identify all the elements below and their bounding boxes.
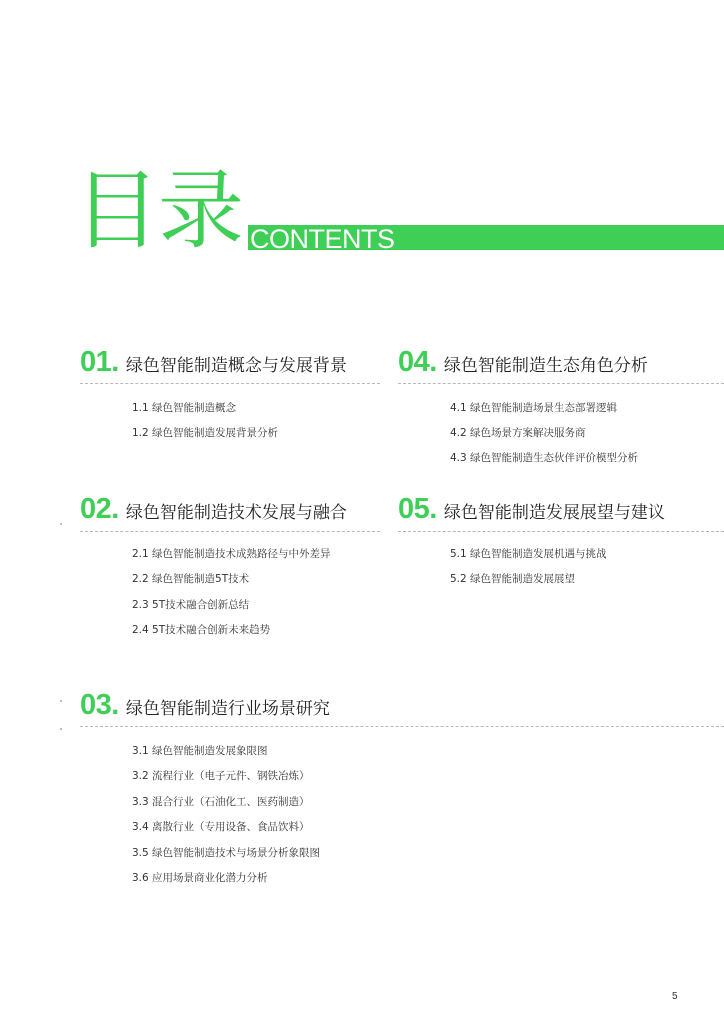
section-divider	[398, 531, 724, 532]
margin-dot	[60, 700, 62, 702]
toc-entry[interactable]: 3.1 绿色智能制造发展象限图	[132, 745, 268, 757]
section-number: 02.	[80, 493, 119, 525]
toc-entry[interactable]: 3.2 流程行业（电子元件、钢铁冶炼）	[132, 770, 310, 782]
toc-entry[interactable]: 4.2 绿色场景方案解决服务商	[450, 427, 586, 439]
section-number: 04.	[398, 346, 437, 378]
margin-dot	[60, 523, 62, 525]
toc-entry[interactable]: 3.5 绿色智能制造技术与场景分析象限图	[132, 847, 321, 859]
section-title: 绿色智能制造发展展望与建议	[443, 503, 665, 523]
toc-entry[interactable]: 1.2 绿色智能制造发展背景分析	[132, 427, 279, 439]
section-divider	[80, 383, 380, 384]
section-number: 03.	[80, 689, 119, 721]
section-title: 绿色智能制造概念与发展背景	[125, 356, 347, 376]
toc-entry[interactable]: 5.2 绿色智能制造发展展望	[450, 573, 576, 585]
section-04-heading[interactable]	[398, 346, 648, 379]
toc-entry[interactable]: 4.3 绿色智能制造生态伙伴评价模型分析	[450, 452, 639, 464]
section-number: 01.	[80, 346, 119, 378]
section-number: 05.	[398, 493, 437, 525]
toc-entry[interactable]: 1.1 绿色智能制造概念	[132, 402, 237, 414]
section-divider	[398, 383, 724, 384]
section-title: 绿色智能制造技术发展与融合	[125, 503, 347, 523]
toc-entry[interactable]: 2.2 绿色智能制造5T技术	[132, 573, 250, 585]
toc-entry[interactable]: 2.1 绿色智能制造技术成熟路径与中外差异	[132, 548, 331, 560]
toc-entry[interactable]: 2.4 5T技术融合创新未来趋势	[132, 624, 271, 636]
toc-entry[interactable]: 3.6 应用场景商业化潜力分析	[132, 872, 268, 884]
toc-entry[interactable]: 2.3 5T技术融合创新总结	[132, 599, 250, 611]
section-title: 绿色智能制造行业场景研究	[125, 699, 330, 719]
toc-title-chinese: 目录	[74, 161, 242, 261]
toc-entry[interactable]: 3.4 离散行业（专用设备、食品饮料）	[132, 821, 310, 833]
toc-title-english: CONTENTS	[250, 224, 395, 254]
section-divider	[80, 531, 380, 532]
margin-dot	[60, 728, 62, 730]
section-02-heading[interactable]	[80, 493, 347, 526]
page-number: 5	[672, 991, 678, 1002]
section-01-heading[interactable]	[80, 346, 347, 379]
section-03-heading[interactable]	[80, 689, 330, 722]
toc-entry[interactable]: 3.3 混合行业（石油化工、医药制造）	[132, 796, 310, 808]
section-title: 绿色智能制造生态角色分析	[443, 356, 648, 376]
section-05-heading[interactable]	[398, 493, 665, 526]
section-divider	[80, 726, 724, 727]
toc-entry[interactable]: 5.1 绿色智能制造发展机遇与挑战	[450, 548, 607, 560]
toc-entry[interactable]: 4.1 绿色智能制造场景生态部署逻辑	[450, 402, 618, 414]
